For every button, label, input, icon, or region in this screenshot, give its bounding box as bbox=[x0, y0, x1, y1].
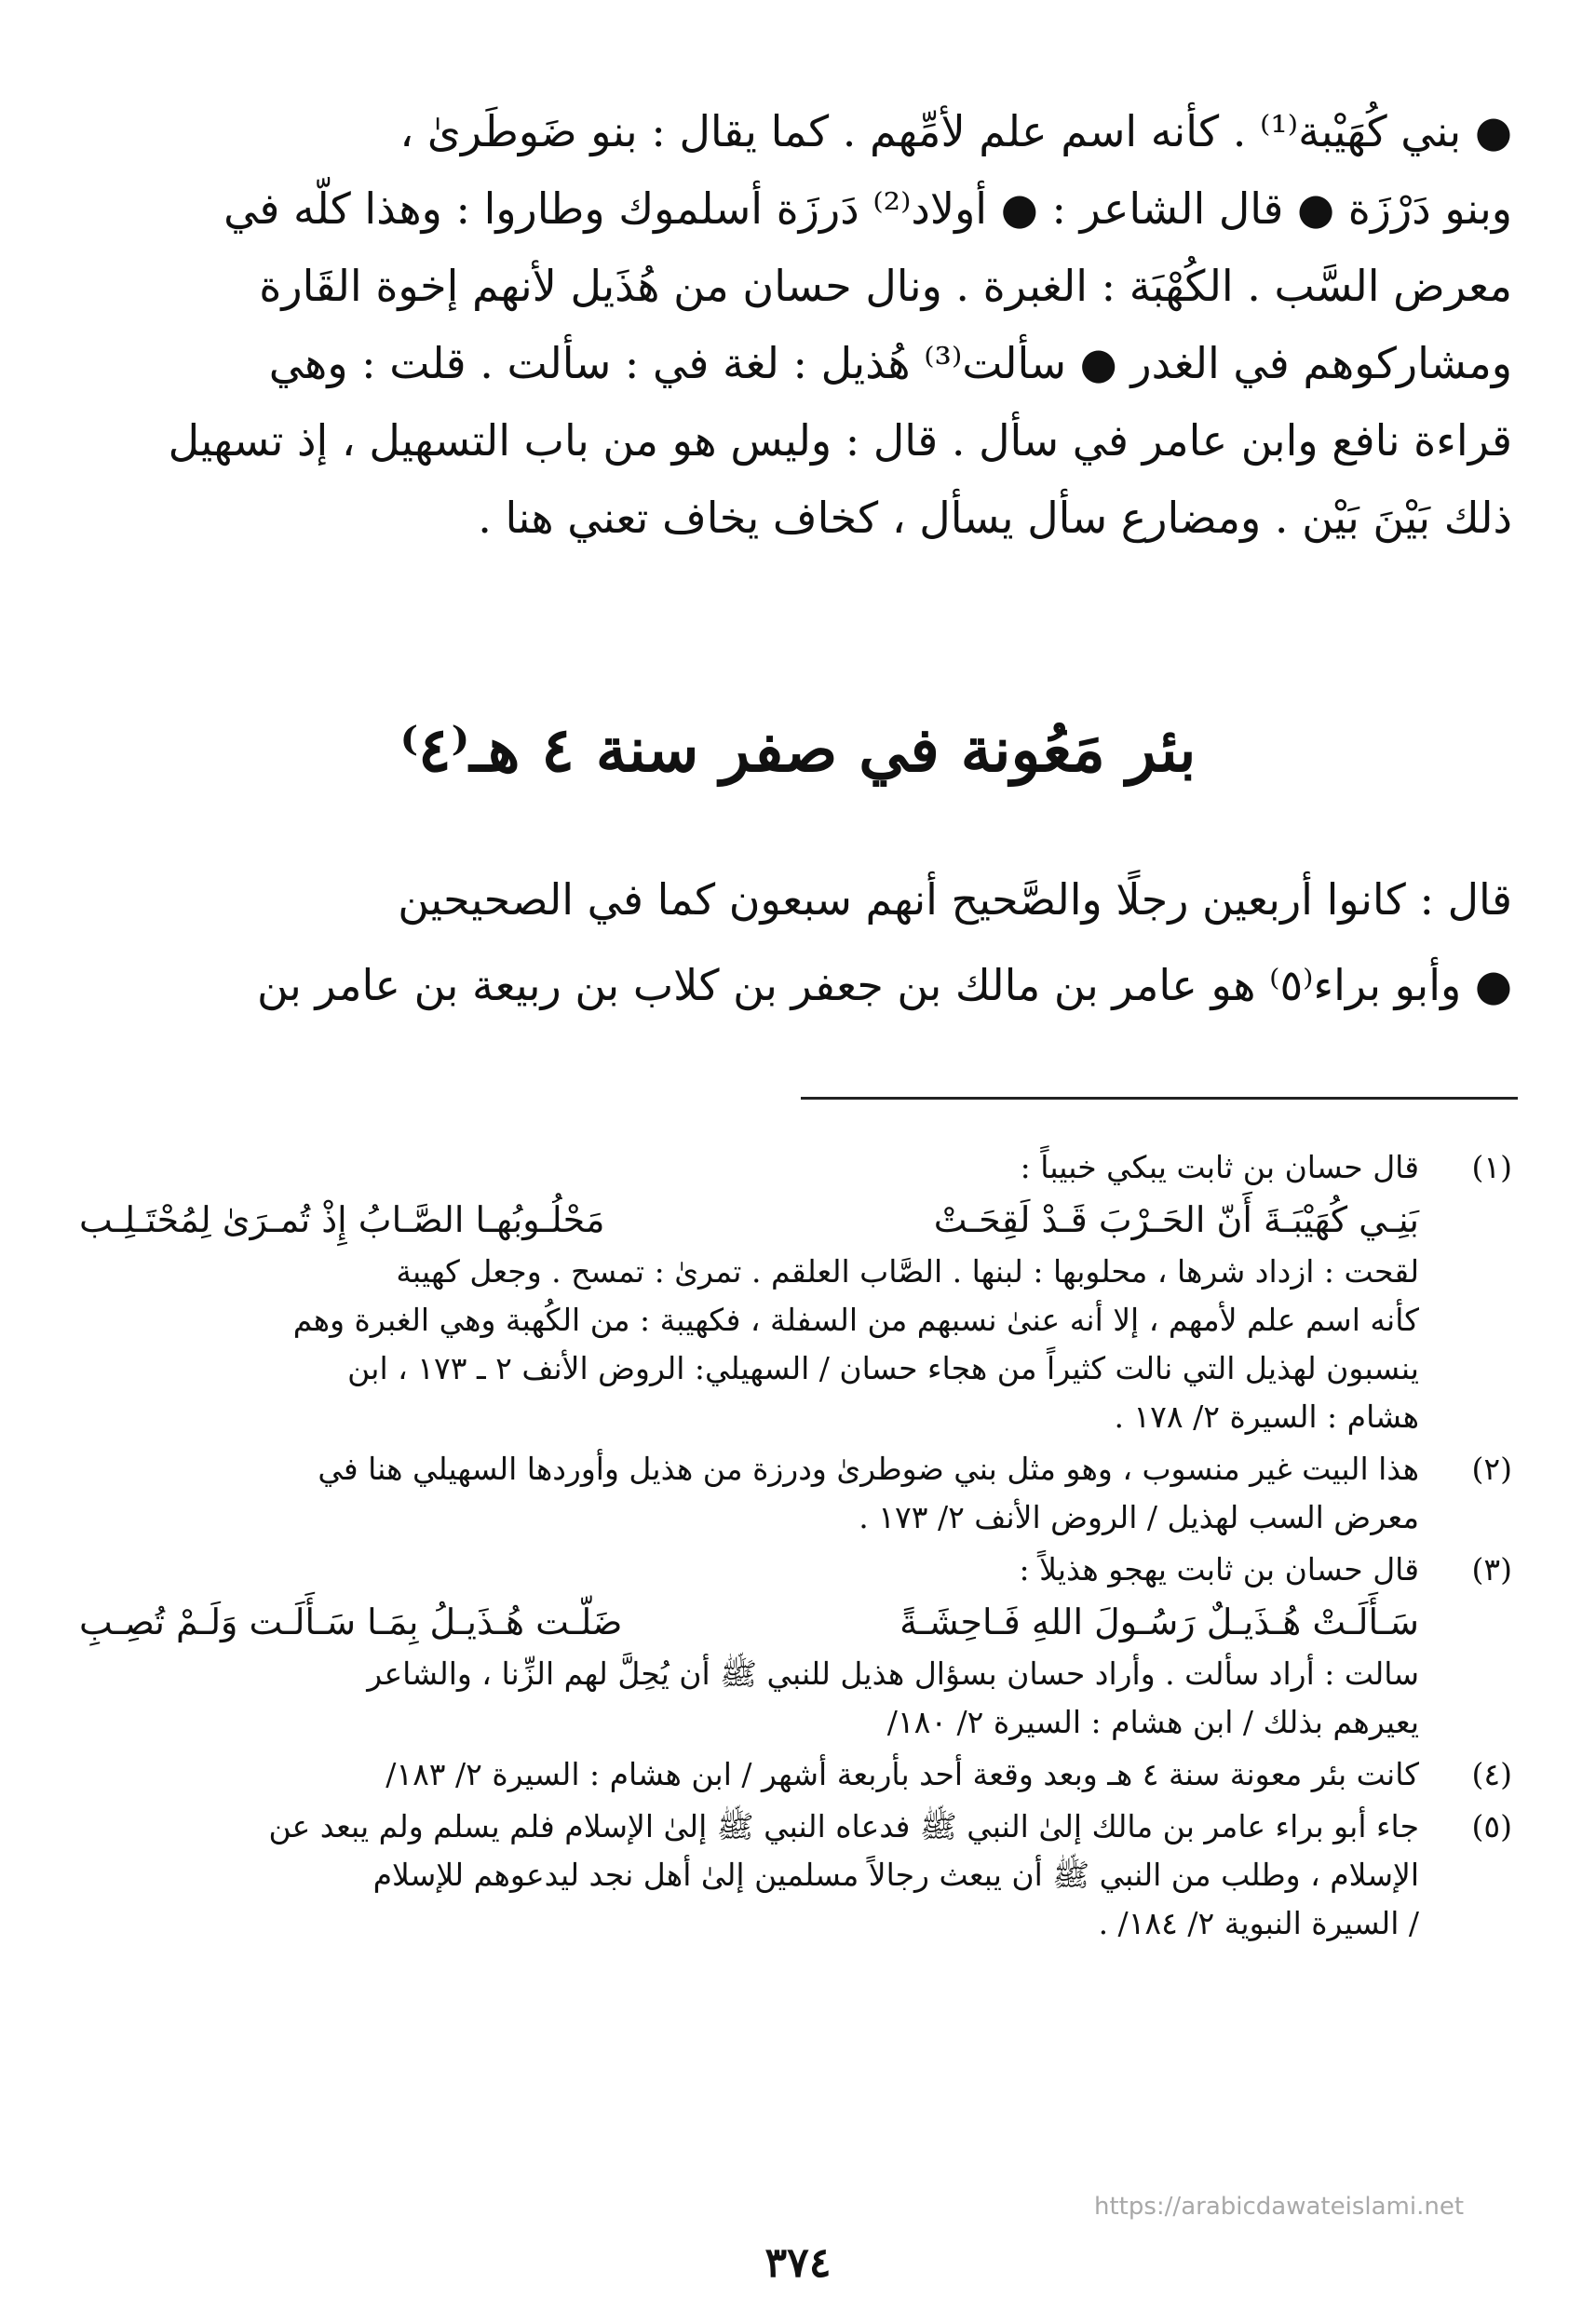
footnote-body bbox=[79, 1445, 1419, 1542]
text-line: قال : كانوا أربعين رجلًا والصَّحيح أنهم سبعون كما في الصحيحين bbox=[398, 874, 1512, 925]
footnote-number: (٥) bbox=[1471, 1808, 1512, 1844]
footnote-line: الإسلام ، وطلب من النبي ﷺ أن يبعث رجالاً مسلمين إلىٰ أهل نجد ليدعوهم للإسلام bbox=[372, 1857, 1419, 1893]
footnote-line: ينسبون لهذيل التي نالت كثيراً من هجاء حسان / السهيلي: الروض الأنف ٢ ـ ١٧٣ ، ابن bbox=[347, 1350, 1419, 1386]
footnote-5 bbox=[79, 1803, 1512, 1948]
text-line: وبنو دَرْزَة ● قال الشاعر : ● أولاد⁽²⁾ دَرزَة أسلموك وطاروا : وهذا كلّه في bbox=[223, 183, 1512, 234]
text-line: قراءة نافع وابن عامر في سأل . قال : وليس هو من باب التسهيل ، إذ تسهيل bbox=[168, 415, 1512, 466]
footnote-number: (٢) bbox=[1471, 1451, 1512, 1487]
footnote-4 bbox=[79, 1750, 1512, 1799]
footnote-3 bbox=[79, 1546, 1512, 1747]
poem-verse bbox=[79, 1192, 1419, 1248]
footnote-line: كانت بئر معونة سنة ٤ هـ وبعد وقعة أحد بأربعة أشهر / ابن هشام : السيرة ٢/ ١٨٣/ bbox=[385, 1756, 1419, 1792]
footnote-number: (٣) bbox=[1471, 1551, 1512, 1588]
footnote-line: يعيرهم بذلك / ابن هشام : السيرة ٢/ ١٨٠/ bbox=[886, 1704, 1419, 1740]
footnote-intro: قال حسان بن ثابت يهجو هذيلاً : bbox=[1019, 1551, 1419, 1588]
text-line: معرض السَّب . الكُهْبَة : الغبرة . ونال حسان من هُذَيل لأنهم إخوة القَارة bbox=[259, 261, 1512, 311]
footnote-line: هشام : السيرة ٢/ ١٧٨ . bbox=[1114, 1398, 1419, 1435]
footnote-body bbox=[79, 1143, 1419, 1441]
footnote-line: كأنه اسم علم لأمهم ، إلا أنه عنىٰ نسبهم من السفلة ، فكهيبة : من الكُهبة وهي الغبرة وهم bbox=[292, 1302, 1419, 1338]
footnote-number: (٤) bbox=[1471, 1756, 1512, 1792]
text-line: ● وأبو براء⁽٥⁾ هو عامر بن مالك بن جعفر بن كلاب بن ربيعة بن عامر بن bbox=[257, 960, 1512, 1010]
footnote-line: لقحت : ازداد شرها ، محلوبها : لبنها . الصَّاب العلقم . تمرىٰ : تمسح . وجعل كهيبة bbox=[396, 1253, 1419, 1290]
text-line: ● بني كُهَيْبة⁽¹⁾ . كأنه اسم علم لأمِّهم . كما يقال : بنو ضَوطَرىٰ ، bbox=[399, 106, 1512, 156]
footnote-line: معرض السب لهذيل / الروض الأنف ٢/ ١٧٣ . bbox=[859, 1499, 1419, 1535]
footnote-intro: قال حسان بن ثابت يبكي خبيباً : bbox=[1020, 1149, 1419, 1185]
section-text-block bbox=[79, 857, 1512, 1028]
text-line: ذلك بَيْنَ بَيْن . ومضارع سأل يسأل ، كخاف يخاف تعني هنا . bbox=[478, 493, 1512, 543]
verse-first-half: بَنِـي كُهَيْبَـةَ أَنّ الحَـرْبَ قَـدْ لَقِحَـتْ bbox=[933, 1199, 1419, 1240]
verse-first-half: سَـأَلَـتْ هُـذَيـلٌ رَسُـولَ اللهِ فَـاحِشَـةً bbox=[899, 1601, 1419, 1642]
footnote-2 bbox=[79, 1445, 1512, 1542]
footnote-line: / السيرة النبوية ٢/ ١٨٤/ . bbox=[1098, 1905, 1419, 1941]
footnote-1 bbox=[79, 1143, 1512, 1441]
footnote-line: هذا البيت غير منسوب ، وهو مثل بني ضوطرىٰ ودرزة من هذيل وأوردها السهيلي هنا في bbox=[318, 1451, 1419, 1487]
page-number: ٣٧٤ bbox=[764, 2239, 832, 2287]
verse-second-half: ضَلّـت هُـذَيـلُ بِمَـا سَـأَلَـت وَلَـمْ تُصِـبِ bbox=[79, 1601, 623, 1642]
footnote-body bbox=[79, 1546, 1419, 1747]
footnote-body bbox=[79, 1803, 1419, 1948]
main-text-block bbox=[79, 93, 1512, 557]
footnote-line: سالت : أراد سألت . وأراد حسان بسؤال هذيل للنبي ﷺ أن يُحِلَّ لهم الزِّنا ، والشاعر bbox=[367, 1655, 1419, 1692]
watermark-url: https://arabicdawateislami.net bbox=[1094, 2193, 1465, 2221]
footnote-separator bbox=[801, 1097, 1518, 1100]
verse-second-half: مَحْلُـوبُهـا الصَّـابُ إِذْ تُمـرَىٰ لِمُحْتَـلِـب bbox=[79, 1199, 605, 1240]
footnote-number: (١) bbox=[1471, 1149, 1512, 1185]
footnote-body bbox=[79, 1750, 1419, 1799]
section-heading: بئر مَعُونة في صفر سنة ٤ هـ⁽٤⁾ bbox=[399, 713, 1197, 786]
poem-verse bbox=[79, 1594, 1419, 1650]
text-line: ومشاركوهم في الغدر ● سألت⁽³⁾ هُذيل : لغة في : سألت . قلت : وهي bbox=[268, 338, 1512, 388]
footnotes-block bbox=[79, 1143, 1512, 1952]
footnote-line: جاء أبو براء عامر بن مالك إلىٰ النبي ﷺ فدعاه النبي ﷺ إلىٰ الإسلام فلم يسلم ولم يبعد عن bbox=[268, 1808, 1419, 1844]
